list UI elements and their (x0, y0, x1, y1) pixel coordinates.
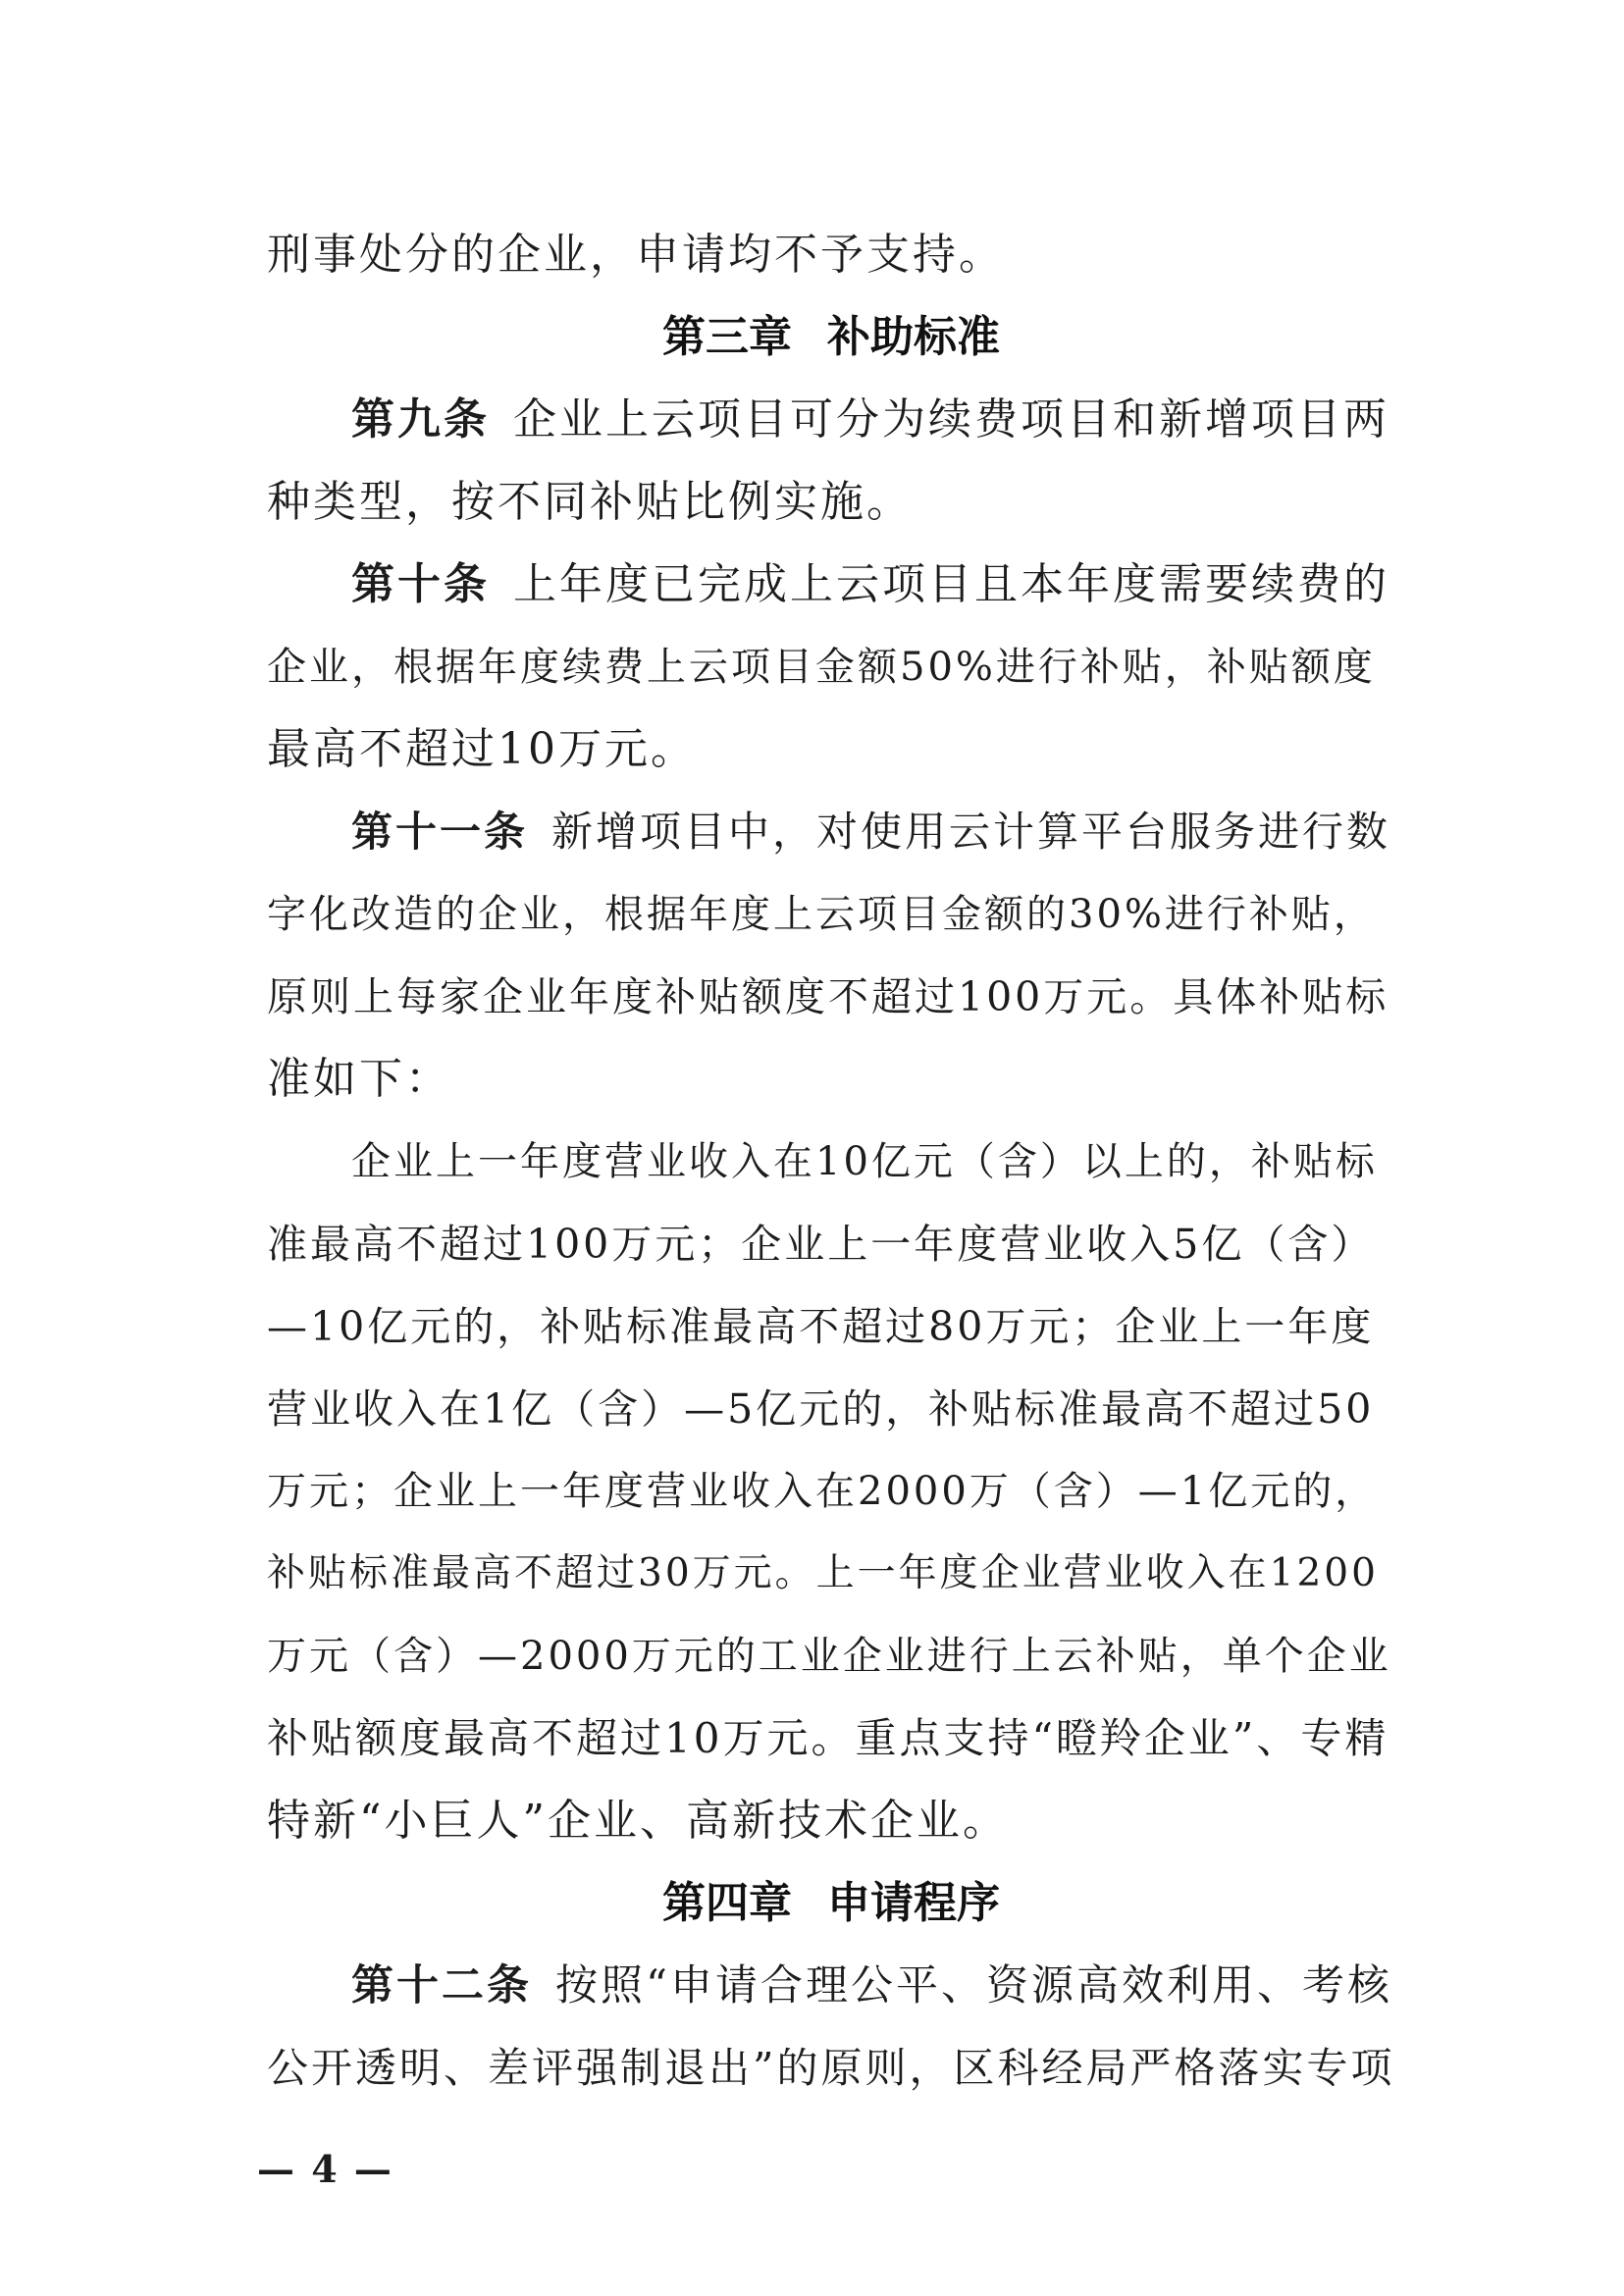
paragraph-line-5: 万元；企业上一年度营业收入在2000万（含）—1亿元的， (267, 1469, 1378, 1514)
article-11-line-1 (267, 791, 1395, 873)
article-9-line-2: 种类型，按不同补贴比例实施。 (267, 477, 913, 527)
article-text: 企业上云项目可分为续费项目和新增项目两 (513, 394, 1389, 444)
article-text: 按照“申请合理公平、资源高效利用、考核 (555, 1961, 1392, 2010)
paragraph-line-1: 企业上一年度营业收入在10亿元（含）以上的，补贴标 (351, 1139, 1378, 1184)
chapter-title: 申请程序 (827, 1878, 1000, 1928)
article-text: 上年度已完成上云项目且本年度需要续费的 (513, 559, 1389, 609)
chapter-number: 第四章 (662, 1878, 792, 1928)
article-label: 第十条 (351, 559, 490, 609)
paragraph-line-6: 补贴标准最高不超过30万元。上一年度企业营业收入在1200 (267, 1551, 1379, 1595)
article-10-line-2: 企业，根据年度续费上云项目金额50%进行补贴，补贴额度 (267, 645, 1376, 690)
article-11-line-2: 字化改造的企业，根据年度上云项目金额的30%进行补贴， (267, 892, 1376, 937)
page-body (267, 214, 1395, 2110)
article-label: 第十一条 (351, 808, 529, 856)
article-9-line-1 (267, 379, 1395, 461)
article-10-line-3: 最高不超过10万元。 (267, 724, 697, 774)
article-label: 第十二条 (351, 1961, 532, 2010)
paragraph-line-2: 准最高不超过100万元；企业上一年度营业收入5亿（含） (267, 1221, 1375, 1268)
article-text: 新增项目中，对使用云计算平台服务进行数 (551, 808, 1391, 856)
article-11-line-4: 准如下： (267, 1054, 451, 1104)
paragraph-line-3: —10亿元的，补贴标准最高不超过80万元；企业上一年度 (267, 1303, 1375, 1350)
paragraph-line-8: 补贴额度最高不超过10万元。重点支持“瞪羚企业”、专精 (267, 1714, 1389, 1762)
chapter-title: 补助标准 (827, 312, 1000, 362)
chapter-number: 第三章 (662, 312, 792, 362)
article-11-line-3: 原则上每家企业年度补贴额度不超过100万元。具体补贴标 (267, 973, 1389, 1020)
paragraph-line-9: 特新“小巨人”企业、高新技术企业。 (267, 1796, 1009, 1846)
article-label: 第九条 (351, 394, 490, 444)
chapter-heading-3 (267, 296, 1395, 379)
article-10-line-1 (267, 544, 1395, 626)
article-12-line-1 (267, 1945, 1395, 2027)
paragraph-line-4: 营业收入在1亿（含）—5亿元的，补贴标准最高不超过50 (267, 1385, 1375, 1433)
article-12-line-2: 公开透明、差评强制退出”的原则，区科经局严格落实专项 (267, 2044, 1395, 2092)
page-number: — 4 — (257, 2147, 393, 2191)
chapter-heading-4 (267, 1862, 1395, 1945)
continued-text-line: 刑事处分的企业，申请均不予支持。 (267, 230, 1005, 280)
paragraph-line-7: 万元（含）—2000万元的工业企业进行上云补贴，单个企业 (267, 1634, 1391, 1679)
